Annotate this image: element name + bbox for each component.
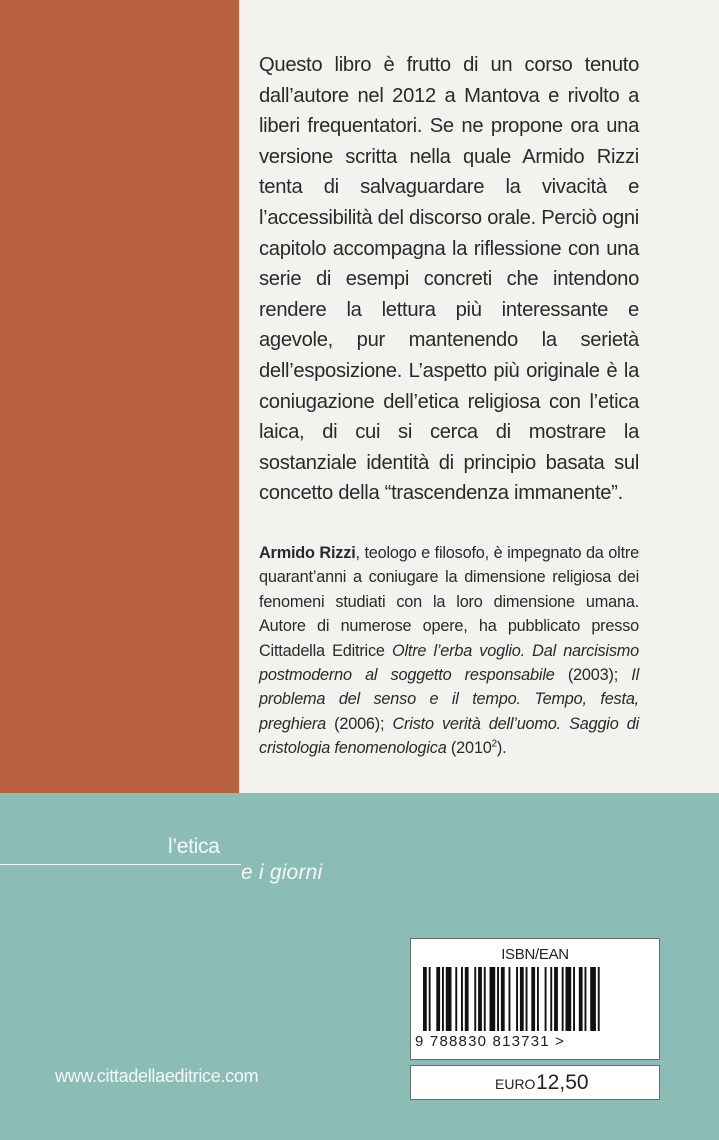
bio-text-2: (2003); <box>554 666 632 685</box>
work-title-1: Oltre l’erba voglio. Dal narcisismo postmoderno al soggetto responsabile <box>259 641 639 685</box>
edition-superscript: 2 <box>491 738 497 750</box>
barcode-bar <box>531 967 535 1031</box>
bio-paragraph <box>259 541 639 761</box>
series-rule-line <box>0 864 241 865</box>
book-blurb <box>259 50 639 509</box>
barcode-bar <box>497 967 499 1031</box>
series-title-line-1: l’etica <box>168 835 220 858</box>
barcode-bar <box>442 967 444 1031</box>
blurb-text: Questo libro è frutto di un corso tenuto dall’autore nel 2012 a Mantova e rivolto a liberi frequentatori. Se ne propone ora una versione scritta nella quale Armido Rizzi tenta di salvaguardare la vivacità e l’accessibilità del discorso orale. Perciò ogni capitolo accompagna la riflessione con una serie di esempi concreti che intendono rendere la lettura più interessante e agevole, pur mantenendo la serietà dell’esposizione. L’aspetto più originale è la coniugazione dell’etica religiosa con l’etica laica, di cui si cerca di mostrare la sostanziale identità di principio basata sul concetto della “trascendenza immanente”. <box>259 54 639 505</box>
barcode-bar <box>501 967 505 1031</box>
price-label: EURO <box>495 1076 536 1092</box>
barcode-bar <box>573 967 575 1031</box>
barcode-bar <box>516 967 518 1031</box>
work-title-2: Il problema del senso e il tempo. Tempo, festa, preghiera <box>259 666 639 733</box>
publisher-website: www.cittadellaeditrice.com <box>55 1066 259 1086</box>
barcode-bar <box>579 967 583 1031</box>
bio-text-1: , teologo e filosofo, è impegnato da oltre quarant’anni a coniugare la dimensione religiosa dei fenomeni studiati con la loro dimensione umana. Autore di numerose opere, ha pubblicato presso Cittadella Editrice <box>259 544 639 660</box>
barcode-bar <box>446 967 452 1031</box>
barcode-bar <box>545 967 547 1031</box>
barcode-bar <box>585 967 587 1031</box>
barcode-bar <box>465 967 469 1031</box>
series-title-line-2: e i giorni <box>241 861 323 884</box>
barcode-bar <box>461 967 463 1031</box>
price-value: 12,50 <box>536 1071 589 1094</box>
barcode-bars <box>423 967 649 1031</box>
barcode-bar <box>526 967 528 1031</box>
author-name: Armido Rizzi <box>259 544 356 562</box>
barcode-bar <box>554 967 558 1031</box>
rust-color-band <box>0 0 239 793</box>
barcode-bar <box>566 967 572 1031</box>
barcode-bar <box>474 967 476 1031</box>
barcode-bar <box>537 967 539 1031</box>
barcode-bar <box>484 967 486 1031</box>
barcode-bar <box>423 967 427 1031</box>
barcode-bar <box>520 967 524 1031</box>
barcode-bar <box>590 967 596 1031</box>
isbn-label: ISBN/EAN <box>501 946 569 963</box>
barcode-bar <box>550 967 552 1031</box>
bio-end: ). <box>496 739 507 758</box>
work-3-year: (2010 <box>446 739 492 758</box>
price-box <box>410 1065 660 1100</box>
bio-text-3: (2006); <box>326 714 393 733</box>
barcode-bar <box>509 967 511 1031</box>
barcode-bar <box>429 967 431 1031</box>
barcode-bar <box>455 967 457 1031</box>
isbn-barcode-box <box>410 938 660 1060</box>
isbn-digits: 9 788830 813731 > <box>415 1033 566 1050</box>
barcode-bar <box>478 967 482 1031</box>
barcode-bar <box>490 967 496 1031</box>
author-bio <box>259 541 639 761</box>
work-title-3: Cristo verità dell’uomo. Saggio di cristologia fenomenologica <box>259 714 640 758</box>
barcode-bar <box>436 967 440 1031</box>
barcode-bar <box>562 967 564 1031</box>
barcode-bar <box>598 967 600 1031</box>
